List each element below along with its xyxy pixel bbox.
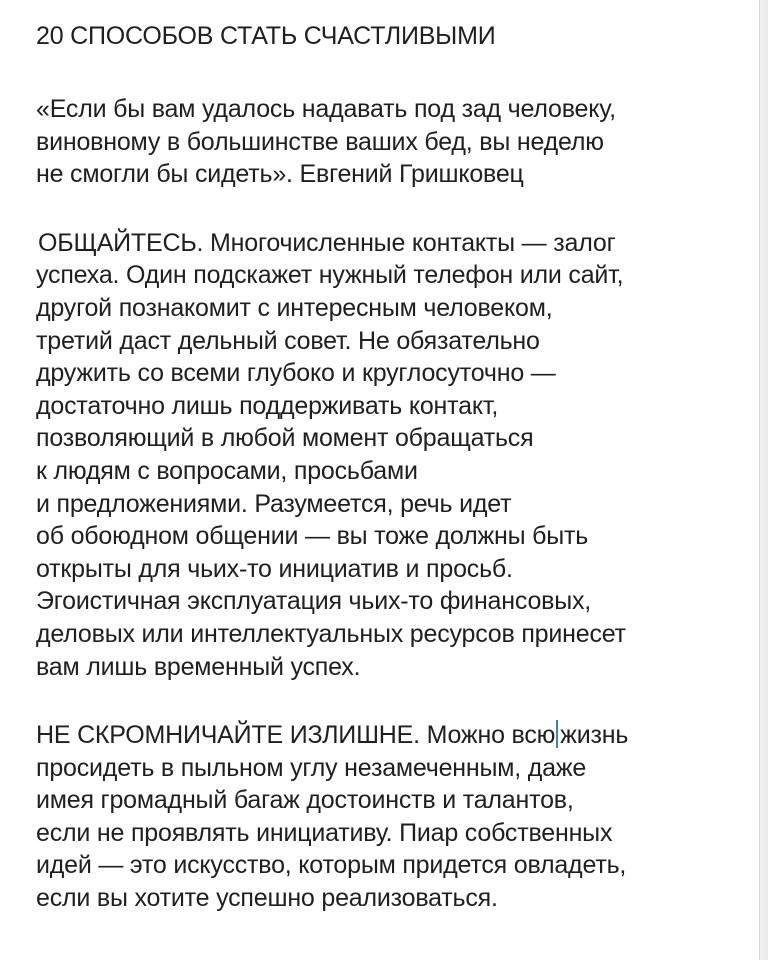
quote-line: виновному в большинстве ваших бед, вы неделю [36, 127, 604, 156]
edge-divider [759, 0, 760, 960]
section-line: к людям с вопросами, просьбами [36, 456, 418, 485]
document-content [36, 20, 746, 951]
section-line: третий даст дельный совет. Не обязательно [36, 326, 540, 355]
section-line: успеха. Один подскажет нужный телефон или сайт, [36, 261, 624, 290]
section-line: об обоюдном общении — вы тоже должны быть [36, 522, 589, 551]
section-line: деловых или интеллектуальных ресурсов принесет [36, 619, 626, 648]
section-line: достаточно лишь поддерживать контакт, [36, 391, 499, 420]
epigraph-quote [36, 93, 746, 191]
section-line: позволяющий в любой момент обращаться [36, 424, 534, 453]
section-line: имея громадный багаж достоинств и талантов, [36, 786, 574, 815]
text-cursor [556, 720, 558, 748]
quote-line: не смогли бы сидеть». Евгений Гришковец [36, 160, 524, 189]
section-line-end: жизнь [560, 721, 629, 750]
section-line: вам лишь временный успех. [36, 652, 361, 681]
section-line: ОБЩАЙТЕСЬ. Многочисленные контакты — залог [38, 228, 616, 257]
section-line: другой познакомит с интересным человеком, [36, 293, 553, 322]
section-line: и предложениями. Разумеется, речь идет [36, 489, 512, 518]
section-communicate [36, 227, 746, 683]
quote-line: «Если бы вам удалось надавать под зад человеку, [36, 95, 616, 123]
section-line: если не проявлять инициативу. Пиар собственных [36, 818, 613, 847]
section-first-line[interactable] [36, 719, 746, 752]
section-line-start: НЕ СКРОМНИЧАЙТЕ ИЗЛИШНЕ. Можно всю [36, 721, 556, 750]
section-line: идей — это искусство, которым придется овладеть, [36, 851, 627, 880]
section-line: открыты для чьих-то инициатив и просьб. [36, 554, 513, 583]
section-not-too-modest [36, 719, 746, 915]
section-line: дружить со всеми глубоко и круглосуточно — [36, 359, 556, 388]
document-title: 20 СПОСОБОВ СТАТЬ СЧАСТЛИВЫМИ [36, 22, 496, 50]
scroll-edge [756, 0, 768, 960]
section-line: если вы хотите успешно реализоваться. [36, 884, 498, 913]
section-line: просидеть в пыльном углу незамеченным, даже [36, 753, 587, 782]
section-line: Эгоистичная эксплуатация чьих-то финансовых, [36, 587, 592, 616]
